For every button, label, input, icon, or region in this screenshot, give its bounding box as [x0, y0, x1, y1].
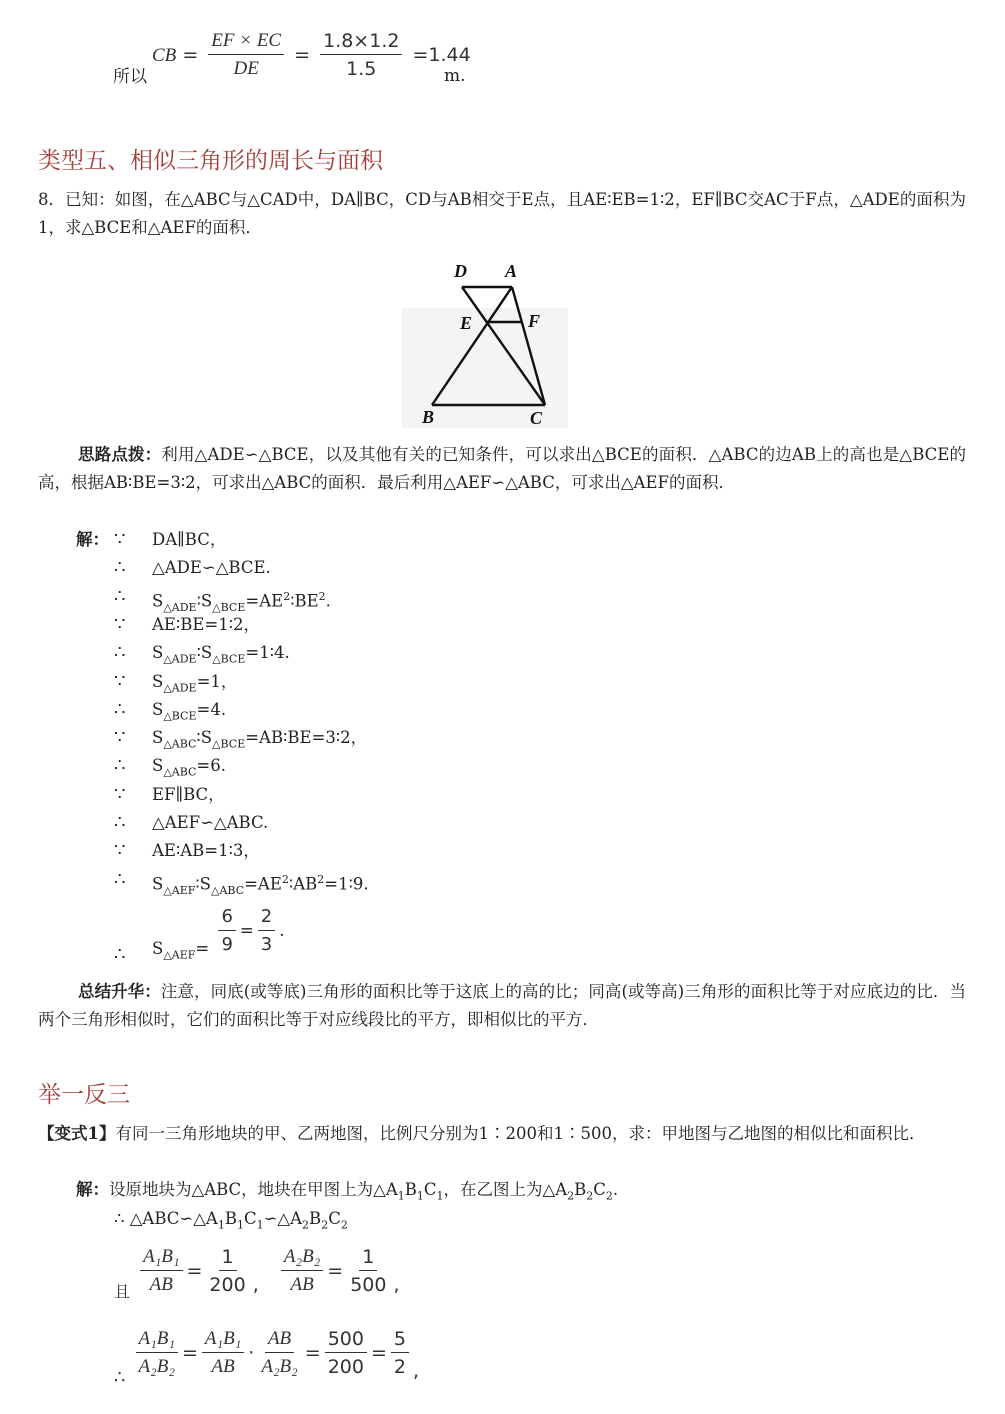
text-segment: S — [152, 728, 164, 748]
text-segment: ∶S — [196, 728, 213, 748]
text-segment: B — [404, 1180, 417, 1199]
formula-cb: CB = $\frac{EF \times EC}{DE}$ = $\frac{1.8\times 1.2}{1.5}$ =1.44 — [152, 28, 471, 83]
text-segment: =AE — [245, 591, 284, 611]
text-segment: ∴ △ABC∽△A — [114, 1209, 218, 1228]
subscript: 2 — [302, 1218, 310, 1232]
text-segment: ∶S — [196, 591, 213, 611]
text-segment: S — [152, 643, 164, 663]
label-e: E — [460, 313, 473, 333]
step-text — [152, 526, 226, 554]
frac-num: 1 — [219, 1244, 237, 1271]
frac-den: 1.5 — [346, 58, 377, 80]
label-d: D — [454, 261, 467, 281]
step-text — [152, 611, 260, 639]
subscript: 2 — [586, 1189, 594, 1203]
label-a: A — [505, 261, 518, 281]
text-segment: AE∶BE=1∶2， — [152, 614, 261, 634]
formula-result: 1.44 — [428, 44, 471, 66]
subscript: △ADE — [163, 680, 197, 694]
text-segment: S — [152, 671, 164, 691]
hint-label: 思路点拨： — [78, 445, 162, 464]
solution-label: 解： — [76, 530, 109, 549]
frac-den: 3 — [260, 934, 273, 955]
superscript: 2 — [318, 589, 326, 603]
text-segment: . — [612, 1180, 619, 1199]
line-text — [109, 1180, 619, 1203]
frac-den: 9 — [221, 934, 233, 955]
frac-den: A₂B₂ — [261, 1356, 298, 1377]
dot: · — [248, 1342, 255, 1364]
frac-num: AB — [265, 1326, 294, 1353]
frac-num: A₂B₂ — [281, 1244, 323, 1271]
text-segment: =AB∶BE=3∶2， — [245, 728, 368, 748]
text-segment: B — [309, 1209, 322, 1228]
frac-num: 5 — [391, 1326, 409, 1353]
ratio-formula-1: $_且$ $\frac{\text{A₁B₁}}{AB}$ = $\frac{1}{200}$ , $\frac{\text{A₂B₂}}{AB}$ = $\frac{1}{500}$ , — [114, 1246, 400, 1301]
therefore-symbol: ∴ — [114, 868, 126, 890]
label-f: F — [528, 311, 541, 331]
frac-num: 1.8×1.2 — [320, 28, 402, 55]
variant-text: 有同一三角形地块的甲、乙两地图，比例尺分别为1∶200和1∶500，求：甲地图与乙地图的相似比和面积比． — [115, 1124, 926, 1143]
text-segment: =1∶4. — [245, 643, 290, 663]
text-segment: ∶S — [196, 643, 213, 663]
because-symbol: ∵ — [114, 727, 126, 749]
text-segment: C — [423, 1180, 437, 1199]
text-segment: △AEF∽△ABC. — [152, 813, 269, 832]
superscript: 2 — [317, 872, 325, 886]
frac-den: AB — [211, 1356, 235, 1377]
step-text — [152, 809, 268, 837]
solution-label: 解： — [76, 1180, 109, 1199]
superscript: 2 — [283, 589, 291, 603]
therefore-symbol: ∴ — [114, 557, 126, 579]
subscript: 2 — [321, 1218, 329, 1232]
summary — [38, 978, 966, 1034]
variant-label: 【变式1】 — [38, 1124, 116, 1143]
frac-den: AB — [290, 1274, 314, 1295]
unit: m. — [444, 66, 466, 86]
subscript: △BCE — [212, 737, 246, 751]
subscript: △AEF — [163, 948, 196, 962]
subscript: 2 — [340, 1218, 348, 1232]
step-text — [152, 837, 260, 865]
text-segment: S — [152, 874, 164, 894]
because-symbol: ∵ — [114, 783, 126, 805]
text-segment: =1， — [196, 671, 238, 691]
frac-num: 1 — [359, 1244, 377, 1271]
text-segment: DA∥BC， — [152, 530, 227, 549]
text-segment: C — [328, 1209, 341, 1228]
section-heading: 类型五、相似三角形的周长与面积 — [38, 148, 383, 174]
subscript: △ADE — [163, 600, 197, 614]
superscript: 2 — [281, 872, 289, 886]
text-segment: =6. — [196, 756, 226, 776]
frac-num: 2 — [258, 904, 275, 931]
frac-num: A₁B₁ — [202, 1326, 244, 1353]
hint — [38, 441, 966, 497]
subscript: 1 — [397, 1189, 405, 1203]
s-symbol: S — [152, 939, 164, 958]
frac-num: A₁B₁ — [140, 1244, 182, 1271]
frac-den: 200 — [209, 1274, 246, 1296]
text-segment: 设原地块为△ABC，地块在甲图上为△A — [109, 1180, 398, 1199]
text-segment: ∶AB — [288, 874, 318, 894]
equals: = — [239, 921, 254, 940]
frac-num: EF × EC — [208, 28, 284, 55]
therefore-symbol: ∴ — [114, 1367, 126, 1388]
because-symbol: ∵ — [114, 529, 126, 550]
text-segment: ∶BE — [290, 591, 319, 611]
text-segment: C — [243, 1209, 257, 1228]
solution-last-line — [114, 904, 284, 969]
so-label: 所以 — [113, 67, 147, 87]
label-b: B — [422, 407, 435, 427]
subscript: △BCE — [212, 652, 246, 666]
subscript: 1 — [436, 1189, 444, 1203]
label-c: C — [530, 408, 543, 428]
text-segment: ，在乙图上为△A — [443, 1180, 568, 1199]
therefore-symbol: ∴ — [114, 755, 126, 777]
subscript: △AEF — [163, 883, 196, 897]
because-symbol: ∵ — [114, 840, 126, 862]
variant-solution-line2 — [114, 1205, 348, 1239]
formula-lhs: CB — [152, 45, 177, 66]
subscript: △ABC — [211, 883, 245, 897]
text-segment: . — [325, 591, 331, 611]
equals: = — [195, 939, 210, 958]
hint-text: 利用△ADE∽△BCE，以及其他有关的已知条件，可以求出△BCE的面积．△ABC的边AB上的高也是△BCE的高，根据AB∶BE=3∶2，可求出△ABC的面积．最后利用△AEF∽△ABC，可求出△AEF的面积． — [38, 445, 967, 492]
period: . — [279, 921, 285, 940]
step-text — [152, 781, 225, 809]
frac-den: 200 — [327, 1356, 364, 1378]
subscript: 1 — [217, 1218, 225, 1232]
frac-den: DE — [233, 58, 259, 79]
subscript: △ADE — [163, 652, 197, 666]
section-heading-practice: 举一反三 — [38, 1082, 130, 1108]
and-label: 且 — [114, 1282, 131, 1301]
variant-1 — [38, 1120, 966, 1148]
text-segment: EF∥BC， — [152, 784, 225, 804]
text-segment: =1∶9. — [324, 874, 369, 894]
text-segment: AE∶AB=1∶3， — [152, 841, 260, 861]
therefore-symbol: ∴ — [114, 642, 126, 664]
text-segment: B — [574, 1180, 587, 1199]
text-segment: △ADE∽△BCE. — [152, 558, 271, 578]
text-segment: B — [224, 1209, 237, 1228]
text-segment: S — [152, 756, 164, 776]
subscript: 2 — [567, 1189, 575, 1203]
frac-num: 6 — [218, 904, 235, 931]
frac-den: 2 — [393, 1356, 406, 1378]
text-segment: C — [593, 1180, 606, 1199]
text-segment: ∽△A — [263, 1209, 303, 1228]
subscript: △ABC — [163, 737, 197, 751]
therefore-symbol: ∴ — [114, 585, 126, 607]
text-segment: S — [152, 699, 164, 719]
text-segment: ∶S — [195, 874, 211, 894]
therefore-symbol: ∴ — [114, 698, 126, 720]
subscript: △BCE — [212, 600, 246, 614]
text-segment: S — [152, 591, 164, 611]
frac-num: A₁B₁ — [136, 1326, 178, 1353]
text-segment: =4. — [196, 699, 227, 719]
because-symbol: ∵ — [114, 613, 126, 635]
subscript: 2 — [605, 1189, 613, 1203]
problem-8: 8．已知：如图，在△ABC与△CAD中，DA∥BC，CD与AB相交于E点，且AE∶EB=1∶2，EF∥BC交AC于F点，△ADE的面积为1，求△BCE和△AEF的面积． — [38, 190, 966, 237]
frac-den: AB — [149, 1274, 173, 1295]
text-segment: =AE — [244, 874, 282, 894]
frac-den: A₂B₂ — [138, 1356, 175, 1377]
frac-den: 500 — [350, 1274, 387, 1296]
step-text — [152, 554, 271, 582]
subscript: 1 — [256, 1218, 264, 1232]
therefore-symbol: ∴ — [114, 812, 126, 833]
geometry-figure — [398, 258, 573, 430]
summary-text: 注意，同底(或等底)三角形的面积比等于这底上的高的比；同高(或等高)三角形的面积比等于对应底边的比．当两个三角形相似时，它们的面积比等于对应线段比的平方，即相似比的平方． — [38, 982, 967, 1029]
step-text — [152, 866, 369, 905]
subscript: 1 — [236, 1218, 244, 1232]
frac-num: 500 — [325, 1326, 367, 1353]
subscript: △BCE — [163, 709, 197, 723]
ratio-formula-2: ∴ $\frac{\text{A₁B₁}}{\text{A₂B₂}}$ = $\frac{\text{A₁B₁}}{AB}$ · $\frac{AB}{\text{A₂B₂}}$ = $\frac{500}{200}$ = $\frac{5}{2}$ , — [114, 1328, 420, 1388]
summary-label: 总结升华： — [78, 982, 161, 1001]
subscript: 1 — [416, 1189, 424, 1203]
because-symbol: ∵ — [114, 670, 126, 692]
therefore-symbol: ∴ — [114, 944, 126, 966]
subscript: △ABC — [163, 765, 197, 779]
